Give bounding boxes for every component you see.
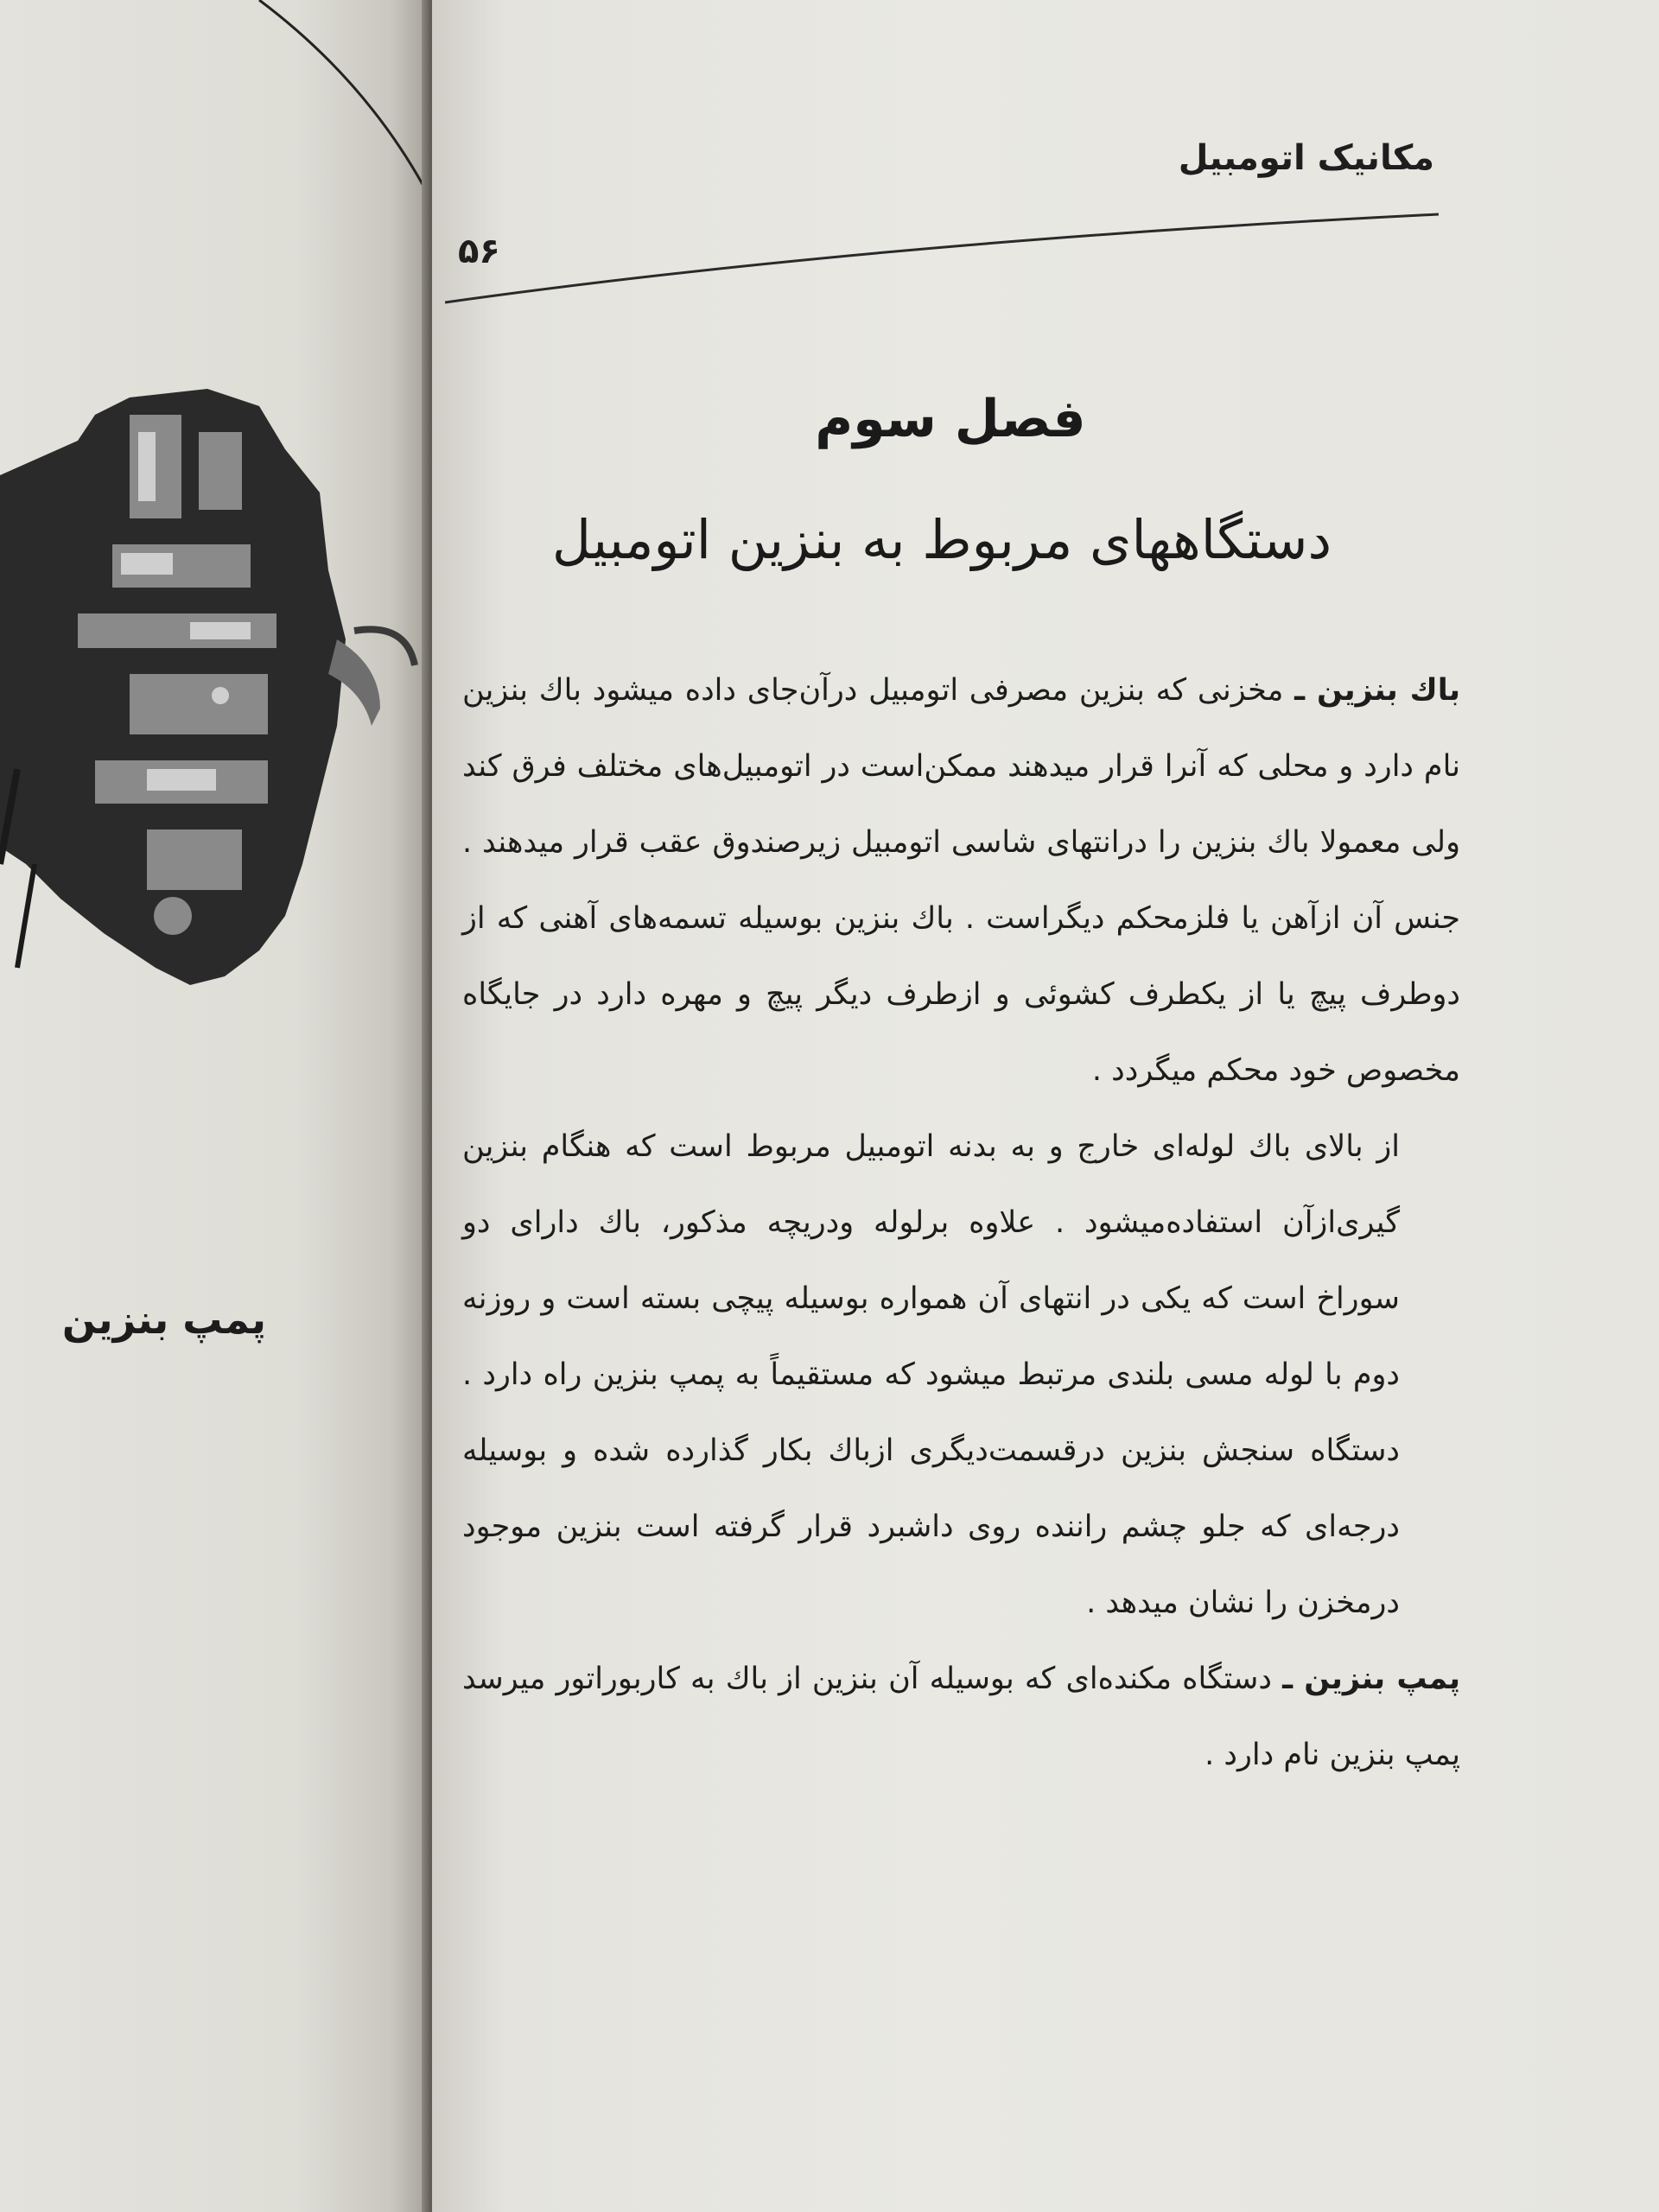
term-fuel-pump: پمپ بنزین ـ bbox=[1282, 1662, 1460, 1696]
running-head-title: مکانیک اتومبیل bbox=[1178, 138, 1434, 178]
chapter-title: دستگاههای مربوط به بنزین اتومبیل bbox=[551, 508, 1332, 571]
figure-caption: پمپ بنزین bbox=[61, 1296, 267, 1343]
fuel-pump-illustration bbox=[0, 380, 425, 1071]
paragraph-fuel-tank-text: مخزنی که بنزین مصرفی اتومبیل درآن‌جای داده میشود باك بنزین نام دارد و محلی که آنرا قرار میدهند ممکن‌است در اتومبیل‌های مختلف فرق کند ولی معمولا باك بنزین را درانتهای شاسی اتومبیل زیرصندوق عقب قرار میدهند . جنس آن ازآهن یا فلزمحکم دیگراست . باك بنزین بوسیله تسمه‌های آهنی که از دوطرف پیچ یا از یکطرف کشوئی و ازطرف دیگر پیچ و مهره دارد در جایگاه مخصوص خود محکم میگردد . bbox=[462, 673, 1460, 1088]
paragraph-fuel-tank bbox=[462, 652, 1460, 1109]
body-text bbox=[462, 652, 1460, 1793]
page-corner-curve bbox=[0, 0, 425, 225]
paragraph-filler-pipe bbox=[462, 1109, 1460, 1641]
paragraph-filler-pipe-text: از بالای باك لوله‌ای خارج و به بدنه اتومبیل مربوط است که هنگام بنزین گیری‌ازآن استفاده‌میشود . علاوه برلوله ودریچه مذکور، باك دارای دو سوراخ است که یکی در انتهای آن همواره بوسیله پیچی بسته است و روزنه دوم با لوله مسی بلندی مرتبط میشود که مستقیماً به پمپ بنزین راه دارد . دستگاه سنجش بنزین درقسمت‌دیگری ازباك بکار گذارده شده و بوسیله درجه‌ای که جلو چشم راننده روی داشبرد قرار گرفته است بنزین موجود درمخزن را نشان میدهد . bbox=[462, 1129, 1400, 1620]
paragraph-fuel-pump bbox=[462, 1641, 1460, 1793]
header-rule bbox=[445, 190, 1439, 311]
left-page bbox=[0, 0, 425, 2212]
paragraph-fuel-pump-text: دستگاه مکنده‌ای که بوسیله آن بنزین از باك به کاربوراتور میرسد پمپ بنزین نام دارد . bbox=[462, 1662, 1460, 1772]
page-number: ۵۶ bbox=[458, 232, 500, 271]
term-fuel-tank: باك بنزین ـ bbox=[1294, 673, 1460, 708]
chapter-label: فصل سوم bbox=[815, 389, 1086, 449]
